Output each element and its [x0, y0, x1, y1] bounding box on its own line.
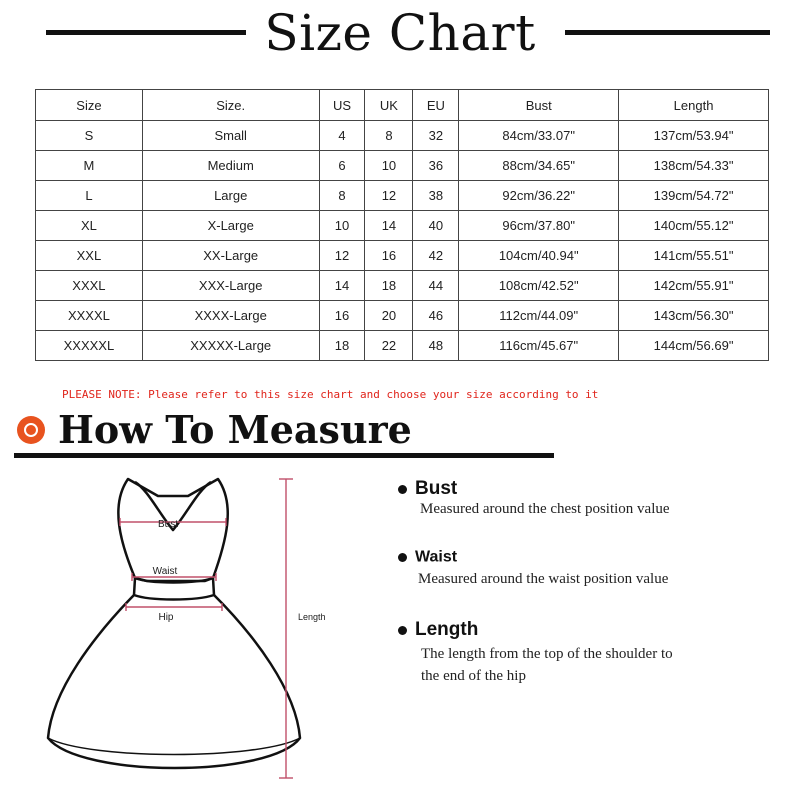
table-cell: XXX-Large — [142, 271, 319, 301]
table-cell: 116cm/45.67" — [459, 331, 619, 361]
table-cell: 20 — [365, 301, 413, 331]
table-cell: XX-Large — [142, 241, 319, 271]
size-table — [35, 89, 769, 361]
table-row — [36, 241, 769, 271]
table-row — [36, 151, 769, 181]
table-cell: 40 — [413, 211, 459, 241]
table-cell: XL — [36, 211, 143, 241]
measure-item-waist — [398, 548, 457, 566]
measure-title-rule — [14, 453, 554, 458]
table-cell: 104cm/40.94" — [459, 241, 619, 271]
table-cell: XXXXL — [36, 301, 143, 331]
table-cell: 143cm/56.30" — [619, 301, 769, 331]
table-cell: 16 — [365, 241, 413, 271]
measure-item-bust — [398, 478, 457, 500]
table-row — [36, 331, 769, 361]
table-cell: M — [36, 151, 143, 181]
table-cell: 140cm/55.12" — [619, 211, 769, 241]
table-cell: 10 — [365, 151, 413, 181]
table-cell: 44 — [413, 271, 459, 301]
header-cell: UK — [365, 90, 413, 121]
measure-item-text: the end of the hip — [421, 668, 526, 684]
diagram-waist-label: Waist — [152, 566, 178, 577]
measure-item-text: Measured around the waist position value — [418, 571, 669, 587]
measure-item-text: Measured around the chest position value — [420, 501, 670, 517]
table-cell: 14 — [319, 271, 365, 301]
table-cell: 4 — [319, 121, 365, 151]
header-cell: EU — [413, 90, 459, 121]
table-row — [36, 301, 769, 331]
table-cell: 18 — [365, 271, 413, 301]
measure-item-label: Waist — [415, 548, 458, 566]
measure-item-label: Bust — [415, 478, 458, 499]
page-title: Size Chart — [264, 4, 536, 62]
table-cell: 46 — [413, 301, 459, 331]
table-cell: 42 — [413, 241, 459, 271]
diagram-bust-label: Bust — [157, 519, 179, 530]
table-cell: 137cm/53.94" — [619, 121, 769, 151]
table-cell: 10 — [319, 211, 365, 241]
table-cell: XXXL — [36, 271, 143, 301]
table-cell: XXL — [36, 241, 143, 271]
measure-item-text: The length from the top of the shoulder to — [421, 646, 673, 662]
size-chart-header — [0, 0, 800, 66]
table-cell: 48 — [413, 331, 459, 361]
header-cell: Length — [619, 90, 769, 121]
diagram-hip-label: Hip — [158, 612, 174, 623]
header-cell: Bust — [459, 90, 619, 121]
diagram-length-label: Length — [298, 612, 326, 622]
table-row — [36, 181, 769, 211]
table-cell: 138cm/54.33" — [619, 151, 769, 181]
table-cell: XXXXXL — [36, 331, 143, 361]
table-cell: 32 — [413, 121, 459, 151]
bullet-icon — [398, 553, 407, 562]
table-cell: 22 — [365, 331, 413, 361]
table-cell: 12 — [319, 241, 365, 271]
table-cell: 18 — [319, 331, 365, 361]
table-cell: 8 — [319, 181, 365, 211]
table-row — [36, 271, 769, 301]
table-row — [36, 121, 769, 151]
table-cell: 16 — [319, 301, 365, 331]
measure-item-label: Length — [415, 619, 479, 640]
header-cell: Size. — [142, 90, 319, 121]
table-cell: 12 — [365, 181, 413, 211]
bullet-icon — [398, 485, 407, 494]
size-note: PLEASE NOTE: Please refer to this size chart and choose your size according to it — [62, 388, 599, 401]
table-cell: L — [36, 181, 143, 211]
table-cell: 36 — [413, 151, 459, 181]
table-cell: 38 — [413, 181, 459, 211]
table-cell: XXXX-Large — [142, 301, 319, 331]
table-row — [36, 211, 769, 241]
table-cell: 96cm/37.80" — [459, 211, 619, 241]
target-icon — [17, 416, 45, 444]
title-rule-right — [565, 30, 770, 35]
header-cell: US — [319, 90, 365, 121]
table-cell: 6 — [319, 151, 365, 181]
table-cell: 14 — [365, 211, 413, 241]
table-cell: 92cm/36.22" — [459, 181, 619, 211]
table-cell: Medium — [142, 151, 319, 181]
table-cell: 108cm/42.52" — [459, 271, 619, 301]
table-cell: Small — [142, 121, 319, 151]
bullet-icon — [398, 626, 407, 635]
table-cell: 139cm/54.72" — [619, 181, 769, 211]
table-cell: 88cm/34.65" — [459, 151, 619, 181]
table-cell: S — [36, 121, 143, 151]
table-cell: 141cm/55.51" — [619, 241, 769, 271]
table-cell: 84cm/33.07" — [459, 121, 619, 151]
table-cell: Large — [142, 181, 319, 211]
table-cell: XXXXX-Large — [142, 331, 319, 361]
table-cell: X-Large — [142, 211, 319, 241]
table-cell: 142cm/55.91" — [619, 271, 769, 301]
dress-diagram — [0, 460, 360, 800]
table-cell: 8 — [365, 121, 413, 151]
table-header-row — [36, 90, 769, 121]
table-cell: 144cm/56.69" — [619, 331, 769, 361]
measure-item-length — [398, 619, 478, 641]
table-cell: 112cm/44.09" — [459, 301, 619, 331]
header-cell: Size — [36, 90, 143, 121]
measure-title: How To Measure — [58, 407, 412, 452]
